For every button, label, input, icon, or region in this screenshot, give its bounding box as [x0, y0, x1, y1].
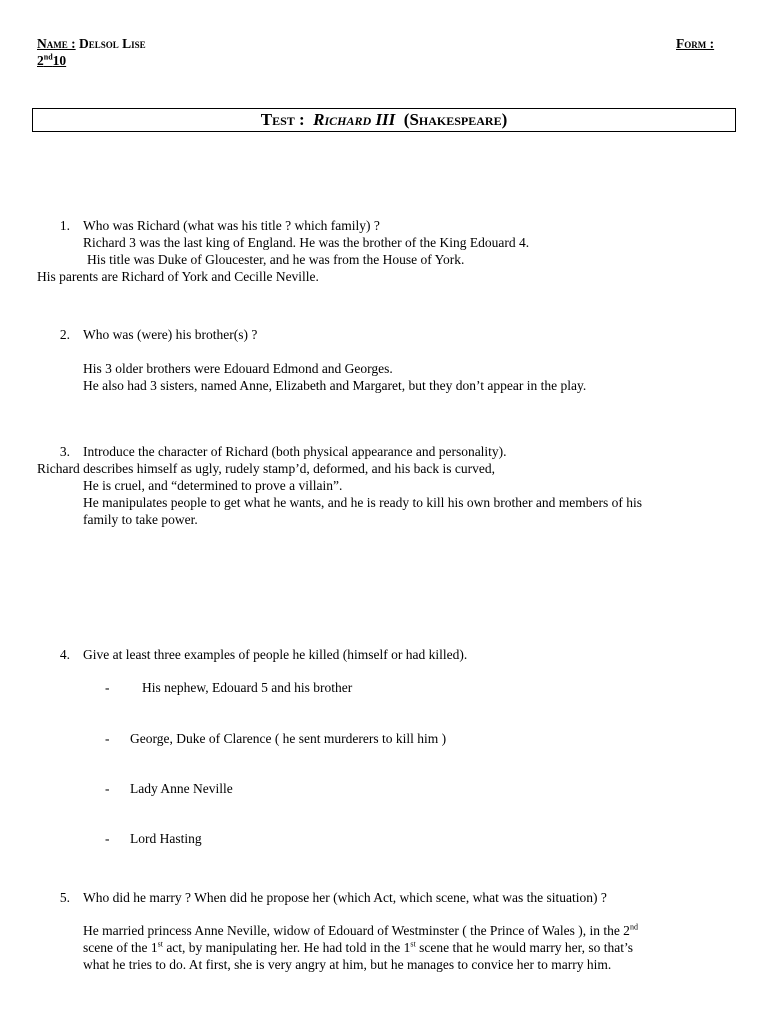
title-prefix: Test : — [260, 110, 305, 129]
q1-answer-line: Richard 3 was the last king of England. He was the brother of the King Edouard 4. — [83, 235, 530, 250]
q3-answer-line: Richard describes himself as ugly, rudely stamp’d, deformed, and his back is curved, — [37, 461, 495, 476]
q4-list-item: His nephew, Edouard 5 and his brother — [142, 680, 353, 695]
q4-list-item: Lord Hasting — [130, 831, 202, 846]
q1-question: Who was Richard (what was his title ? which family) ? — [83, 218, 380, 233]
q4-bullet: - — [105, 781, 110, 796]
q4-list-item: George, Duke of Clarence ( he sent murderers to kill him ) — [130, 731, 447, 746]
page-title — [32, 108, 736, 132]
q3-answer-line: He is cruel, and “determined to prove a villain”. — [83, 478, 343, 493]
q3-number: 3. — [59, 444, 70, 459]
q5-answer-line: scene of the 1st act, by manipulating her. He had told in the 1st scene that he would marry her, so that’s — [83, 939, 634, 955]
student-name: Delsol Lise — [79, 36, 146, 51]
q3-answer-line: family to take power. — [83, 512, 198, 527]
form-value: 2nd10 — [37, 52, 67, 68]
q1-number: 1. — [59, 218, 70, 233]
q4-bullet: - — [105, 680, 110, 695]
q4-bullet: - — [105, 731, 110, 746]
name-label: Name : — [37, 36, 76, 51]
q5-number: 5. — [59, 890, 70, 905]
q2-number: 2. — [59, 327, 70, 342]
q2-answer-line: His 3 older brothers were Edouard Edmond and Georges. — [83, 361, 393, 376]
q4-question: Give at least three examples of people he killed (himself or had killed). — [83, 647, 468, 662]
q3-question: Introduce the character of Richard (both physical appearance and personality). — [83, 444, 507, 459]
q1-answer-line: His title was Duke of Gloucester, and he was from the House of York. — [87, 252, 465, 267]
name-line — [37, 36, 146, 52]
q4-bullet: - — [105, 831, 110, 846]
q3-answer-line: He manipulates people to get what he wants, and he is ready to kill his own brother and members of his — [83, 495, 642, 510]
q1-answer-line: His parents are Richard of York and Cecille Neville. — [37, 269, 319, 284]
title-work: Richard III — [313, 110, 396, 129]
q4-number: 4. — [59, 647, 70, 662]
q5-answer-line: He married princess Anne Neville, widow of Edouard of Westminster ( the Prince of Wales ), in the 2nd — [83, 922, 638, 938]
q2-question: Who was (were) his brother(s) ? — [83, 327, 258, 342]
q5-question: Who did he marry ? When did he propose her (which Act, which scene, what was the situation) ? — [83, 890, 607, 905]
q5-answer-line: what he tries to do. At first, she is very angry at him, but he manages to convice her to marry him. — [83, 957, 612, 972]
q2-answer-line: He also had 3 sisters, named Anne, Elizabeth and Margaret, but they don’t appear in the play. — [83, 378, 587, 393]
q4-list-item: Lady Anne Neville — [130, 781, 233, 796]
title-author: (Shakespeare) — [403, 110, 508, 129]
form-label: Form : — [676, 36, 715, 51]
